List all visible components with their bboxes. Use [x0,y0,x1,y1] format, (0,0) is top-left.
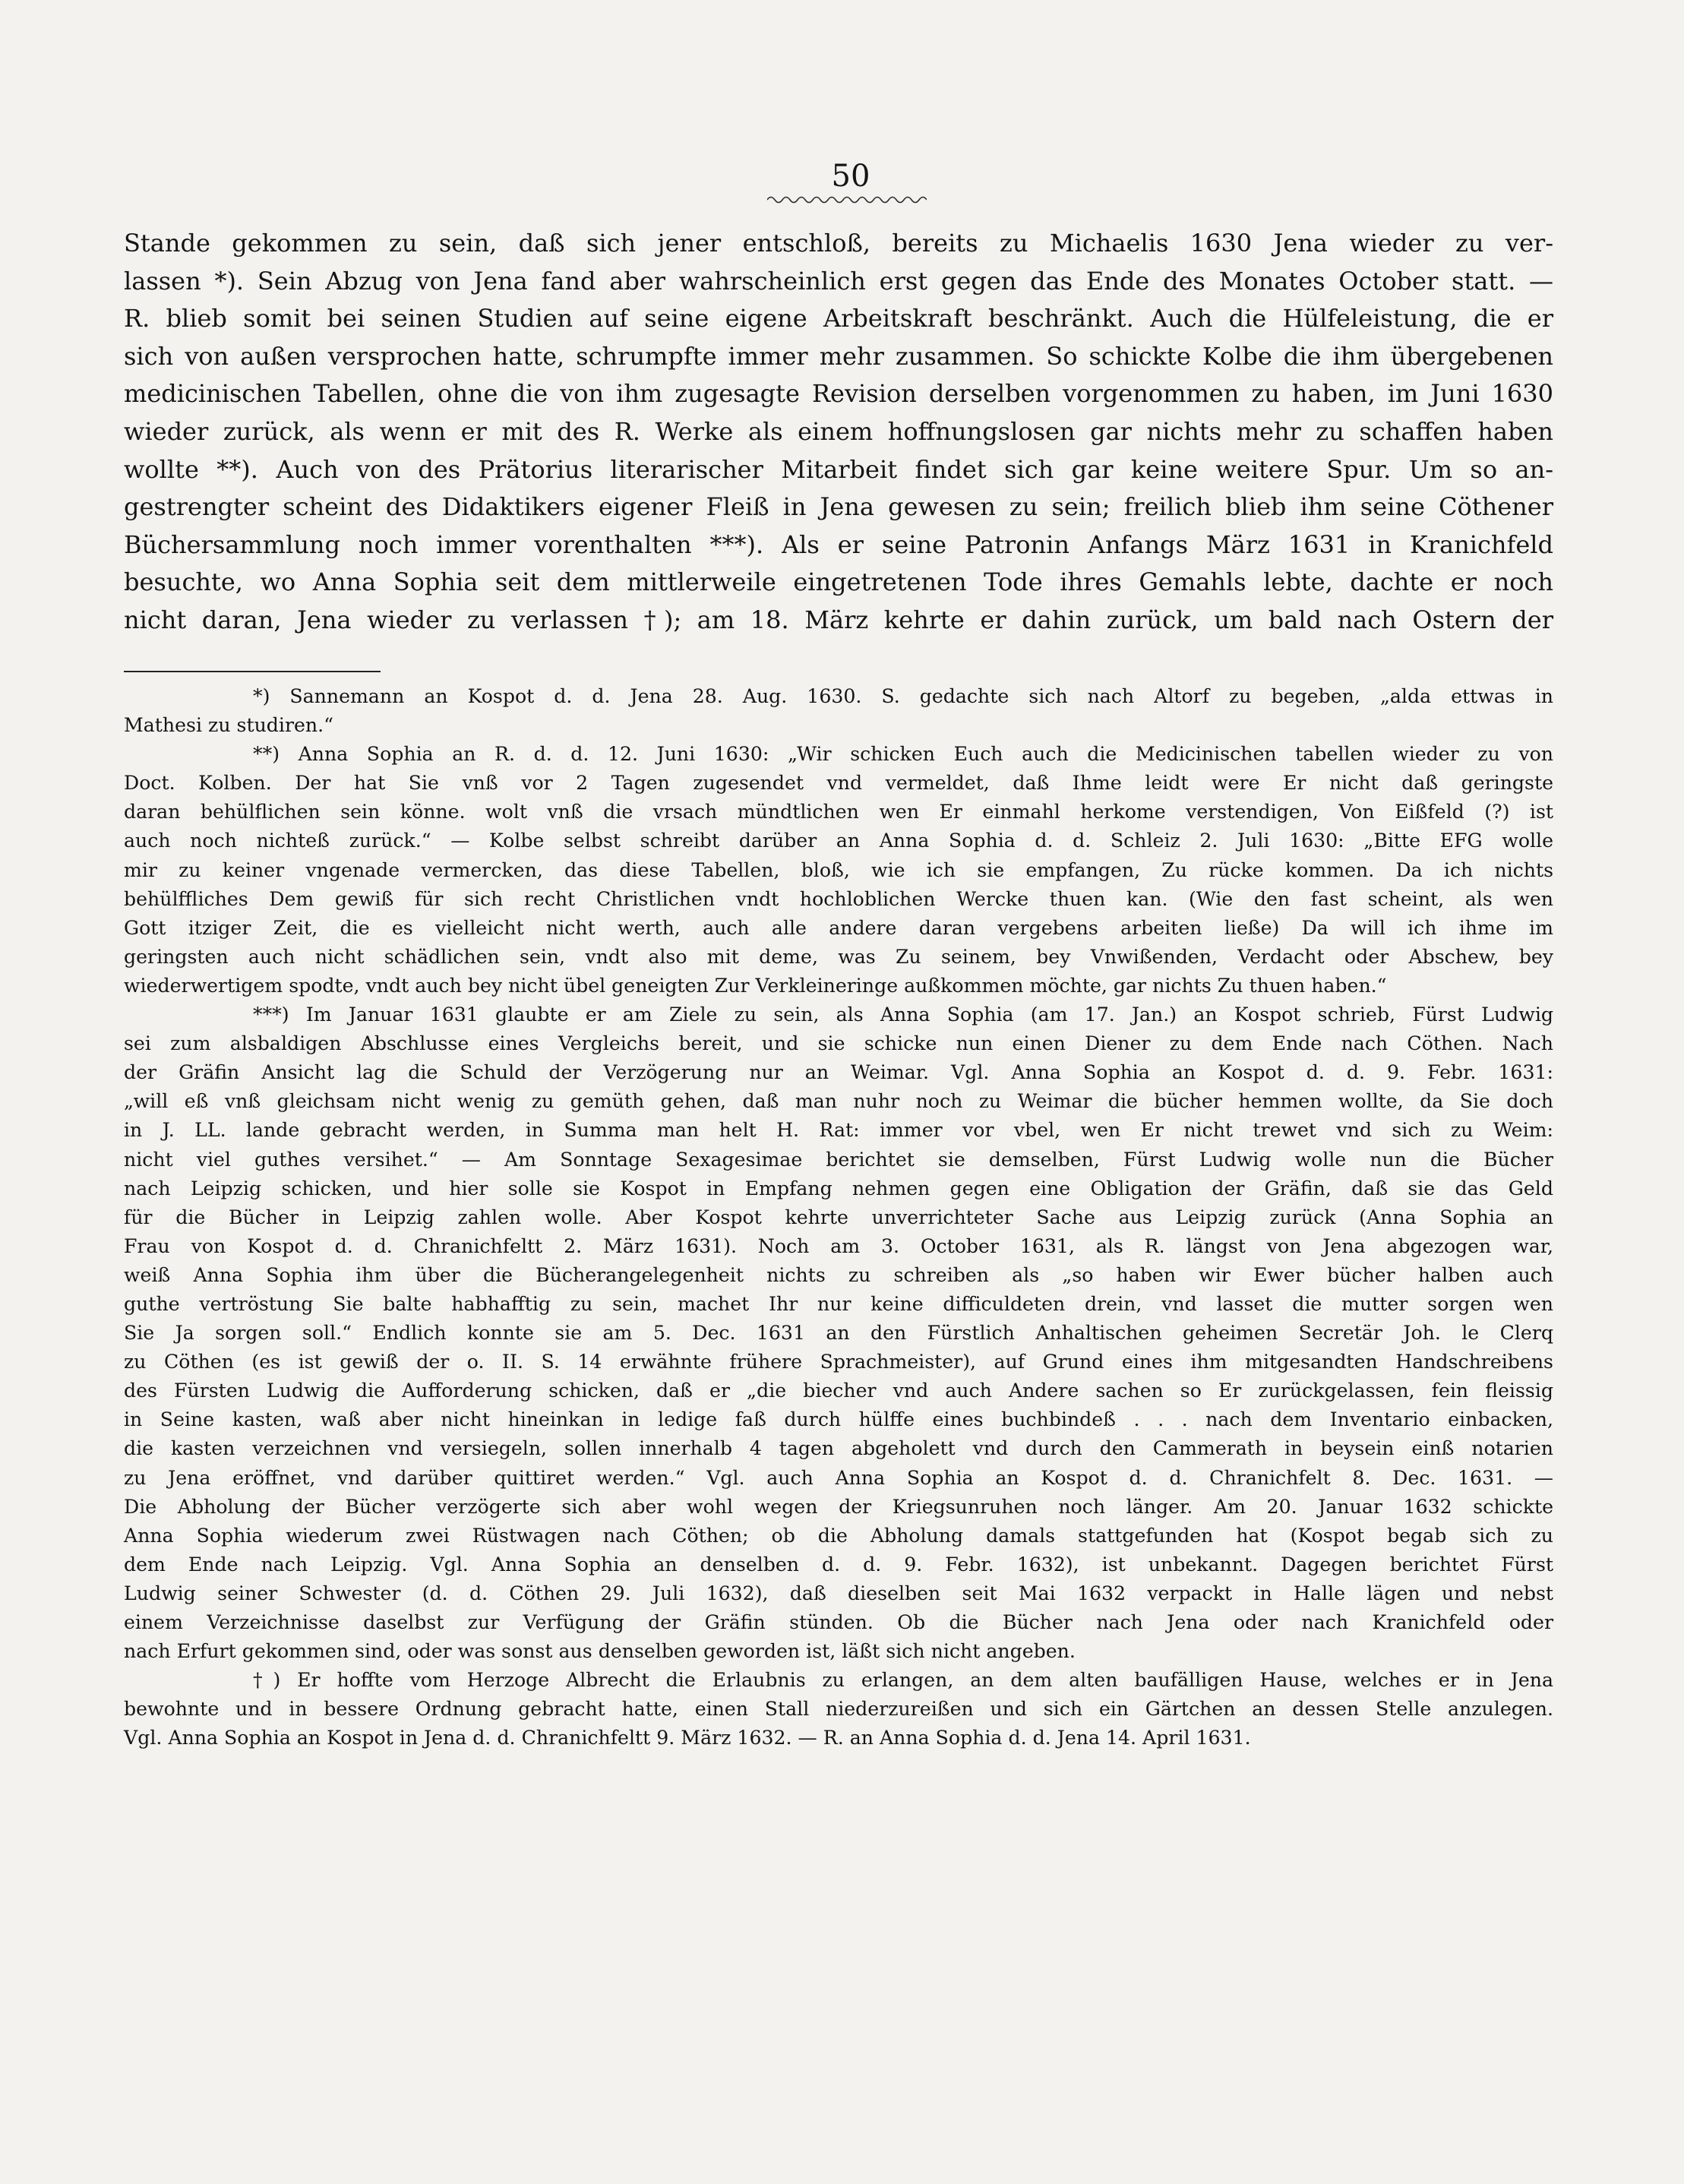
text-line: sich von außen versprochen hatte, schrumpfte immer mehr zusammen. So schickte Kolbe die ihm übergebenen [124,341,1553,371]
text-line: Stande gekommen zu sein, daß sich jener entschloß, bereits zu Michaelis 1630 Jena wieder zu ver- [124,229,1553,258]
footnote-line: Sie Ja sorgen soll.“ Endlich konnte sie am 5. Dec. 1631 an den Fürstlich Anhaltischen geheimen Secretär Joh. le Clerq [124,1322,1553,1345]
footnote-line: Frau von Kospot d. d. Chranichfeltt 2. März 1631). Noch am 3. October 1631, als R. längst von Jena abgezogen war, [124,1234,1553,1257]
footnote-line: auch noch nichteß zurück.“ — Kolbe selbst schreibt darüber an Anna Sophia d. d. Schleiz 2. Juli 1630: „Bitte EFG wolle [124,830,1553,852]
page-number: 50 [831,159,870,194]
footnote-line: Die Abholung der Bücher verzögerte sich aber wohl wegen der Kriegsunruhen noch länger. Am 20. Januar 1632 schickte [124,1495,1553,1518]
page-number-ornament [767,194,927,205]
footnote-3 [124,1000,1553,1666]
text-line: medicinischen Tabellen, ohne die von ihm zugesagte Revision derselben vorgenommen zu haben, im Juni 1630 [124,379,1553,409]
footnote-line: Doct. Kolben. Der hat Sie vnß vor 2 Tagen zugesendet vnd vermeldet, daß Ihme leidt were Er nicht daß geringste [124,772,1553,795]
footnote-line: zu Jena eröffnet, vnd darüber quittiret werden.“ Vgl. auch Anna Sophia an Kospot d. d. Chranichfelt 8. Dec. 1631. — [124,1466,1553,1489]
text-line: lassen *). Sein Abzug von Jena fand aber wahrscheinlich erst gegen das Ende des Monates October statt. — [124,266,1553,296]
footnote-line: ***) Im Januar 1631 glaubte er am Ziele zu sein, als Anna Sophia (am 17. Jan.) an Kospot schrieb, Fürst Ludwig [253,1004,1553,1026]
footnote-line: „will eß vnß gleichsam nicht wenig zu gemüth gehen, daß man nuhr noch zu Weimar die bücher hemmen wollte, da Sie doch [124,1090,1553,1113]
footnote-2 [124,740,1553,1000]
footnote-line: geringsten auch nicht schädlichen sein, vndt also mit deme, was Zu seinem, bey Vnwißenden, Verdacht oder Abschew, bey [124,945,1553,968]
footnotes [124,682,1553,1753]
text-line: R. blieb somit bei seinen Studien auf seine eigene Arbeitskraft beschränkt. Auch die Hülfeleistung, die er [124,304,1553,333]
text-line: besuchte, wo Anna Sophia seit dem mittlerweile eingetretenen Tode ihres Gemahls lebte, dachte er noch [124,567,1553,597]
footnote-line: guthe vertröstung Sie balte habhafftig zu sein, machet Ihr nur keine difficuldeten drein, vnd lasset die mutter sorgen wen [124,1292,1553,1315]
text-line: gestrengter scheint des Didaktikers eigener Fleiß in Jena gewesen zu sein; freilich blieb ihm seine Cöthener [124,492,1553,522]
footnote-line: weiß Anna Sophia ihm über die Bücherangelegenheit nichts zu schreiben als „so haben wir Ewer bücher halben auch [124,1263,1553,1286]
text-line: Büchersammlung noch immer vorenthalten ***). Als er seine Patronin Anfangs März 1631 in Kranichfeld [124,529,1553,559]
footnote-line: **) Anna Sophia an R. d. d. 12. Juni 1630: „Wir schicken Euch auch die Medicinischen tabellen wieder zu von [253,743,1553,766]
footnote-line: die kasten verzeichnen vnd versiegeln, sollen innerhalb 4 tagen abgeholett vnd durch den Cammerath in beysein einß notarien [124,1437,1553,1460]
footnote-line: Ludwig seiner Schwester (d. d. Cöthen 29. Juli 1632), daß dieselben seit Mai 1632 verpackt in Halle lägen und nebst [124,1582,1553,1604]
footnote-4 [124,1666,1553,1753]
footnote-line: mir zu keiner vngenade vermercken, das diese Tabellen, bloß, wie ich sie empfangen, Zu rücke kommen. Da ich nichts [124,858,1553,881]
footnote-line: nach Leipzig schicken, und hier solle sie Kospot in Empfang nehmen gegen eine Obligation der Gräfin, daß sie das Geld [124,1177,1553,1199]
footnote-line: *) Sannemann an Kospot d. d. Jena 28. Aug. 1630. S. gedachte sich nach Altorf zu begeben, „alda ettwas in [253,685,1553,707]
footnote-line: Anna Sophia wiederum zwei Rüstwagen nach Cöthen; ob die Abholung damals stattgefunden hat (Kospot begab sich zu [124,1524,1553,1547]
text-line: wollte **). Auch von des Prätorius literarischer Mitarbeit findet sich gar keine weitere Spur. Um so an- [124,454,1553,484]
text-line: nicht daran, Jena wieder zu verlassen †); am 18. März kehrte er dahin zurück, um bald nach Ostern der [124,605,1553,634]
footnote-line: einem Verzeichnisse daselbst zur Verfügung der Gräfin stünden. Ob die Bücher nach Jena oder nach Kranichfeld oder [124,1611,1553,1633]
footnote-line: Gott itziger Zeit, die es vielleicht nicht werth, auch alle andere daran vergebens arbeiten ließe) Da will ich ihme im [124,916,1553,939]
footnote-line: der Gräfin Ansicht lag die Schuld der Verzögerung nur an Weimar. Vgl. Anna Sophia an Kospot d. d. 9. Febr. 1631: [124,1061,1553,1084]
footnote-line: für die Bücher in Leipzig zahlen wolle. Aber Kospot kehrte unverrichteter Sache aus Leipzig zurück (Anna Sophia an [124,1206,1553,1228]
footnote-1 [124,682,1553,740]
footnote-divider [124,671,381,672]
text-line: wieder zurück, als wenn er mit des R. Werke als einem hoffnungslosen gar nichts mehr zu schaffen haben [124,416,1553,446]
footnote-line: bewohnte und in bessere Ordnung gebracht hatte, einen Stall niederzureißen und sich ein Gärtchen an dessen Stelle anzulegen. [124,1698,1553,1721]
footnote-line: behülffliches Dem gewiß für sich recht Christlichen vndt hochloblichen Wercke thuen kan. (Wie den fast scheint, als wen [124,887,1553,910]
footnote-line: in Seine kasten, waß aber nicht hineinkan in ledige faß durch hülffe eines buchbindeß . . . nach dem Inventario einbacken, [124,1408,1553,1431]
footnote-line: Vgl. Anna Sophia an Kospot in Jena d. d. Chranichfeltt 9. März 1632. — R. an Anna Sophia d. d. Jena 14. April 1631. [124,1727,1251,1749]
footnote-line: in J. LL. lande gebracht werden, in Summa man helt H. Rat: immer vor vbel, wen Er nicht trewet vnd sich zu Weim: [124,1119,1553,1142]
footnote-line: nicht viel guthes versihet.“ — Am Sonntage Sexagesimae berichtet sie demselben, Fürst Ludwig wolle nun die Bücher [124,1148,1553,1171]
footnote-line: dem Ende nach Leipzig. Vgl. Anna Sophia an denselben d. d. 9. Febr. 1632), ist unbekannt. Dagegen berichtet Fürst [124,1553,1553,1576]
footnote-line: nach Erfurt gekommen sind, oder was sonst aus denselben geworden ist, läßt sich nicht angeben. [124,1640,1076,1663]
footnote-line: sei zum alsbaldigen Abschlusse eines Vergleichs bereit, und sie schicke nun einen Diener zu dem Ende nach Cöthen. Nach [124,1032,1553,1055]
footnote-line: zu Cöthen (es ist gewiß der o. II. S. 14 erwähnte frühere Sprachmeister), auf Grund eines ihm mitgesandten Handschreibens [124,1351,1553,1373]
footnote-line: daran behülflichen sein könne. wolt vnß die vrsach mündtlichen wen Er einmahl herkome verstendigen, Von Eißfeld (?) ist [124,801,1553,823]
footnote-line: des Fürsten Ludwig die Aufforderung schicken, daß er „die biecher vnd auch Andere sachen so Er zurückgelassen, fein fleissig [124,1380,1553,1402]
main-text [124,225,1553,640]
footnote-line: †) Er hoffte vom Herzoge Albrecht die Erlaubnis zu erlangen, an dem alten baufälligen Hause, welches er in Jena [253,1669,1553,1692]
footnote-line: wiederwertigem spodte, vndt auch bey nicht übel geneigten Zur Verkleineringe außkommen möchte, gar nichts Zu thuen haben.“ [124,974,1387,997]
footnote-line: Mathesi zu studiren.“ [124,714,334,737]
